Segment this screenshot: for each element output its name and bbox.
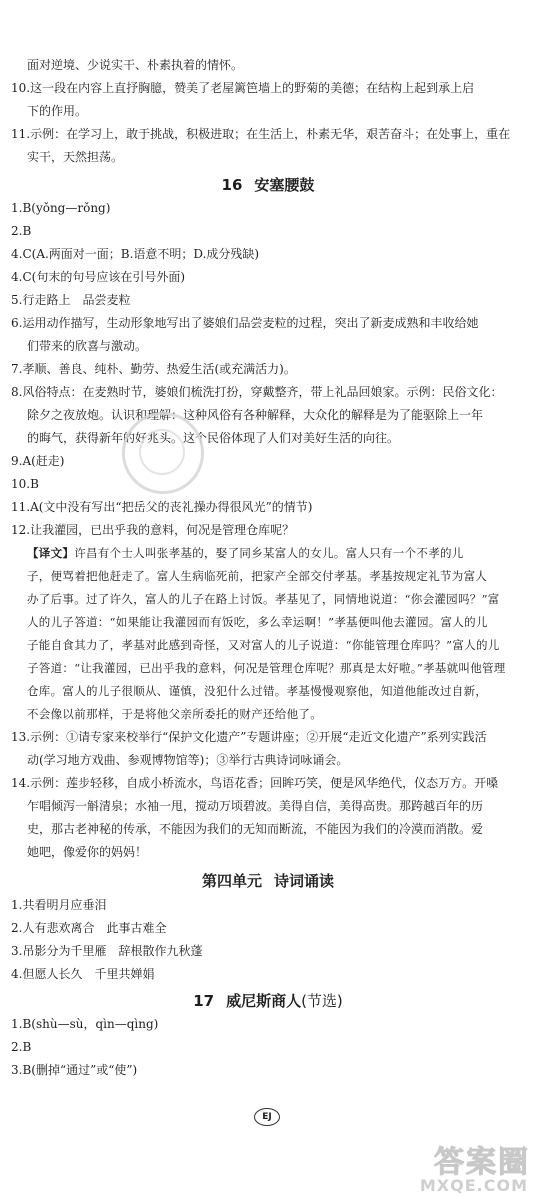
answer-line: 3.B(删掉“通过”或“使”) xyxy=(11,1063,138,1077)
section-subtitle: (节选) xyxy=(301,992,343,1010)
answer-line: 们带来的欣喜与激动。 xyxy=(27,339,148,353)
site-watermark xyxy=(360,1135,530,1195)
answer-line: 下的作用。 xyxy=(27,104,88,118)
answer-line: 9.A(赶走) xyxy=(11,454,65,468)
section-number: 16 xyxy=(221,176,243,194)
answer-line: 3.吊影分为千里雁 辞根散作九秋蓬 xyxy=(11,944,203,958)
answer-line: 6.运用动作描写，生动形象地写出了婆娘们品尝麦粒的过程，突出了新麦成熟和丰收给她 xyxy=(11,316,479,330)
answer-line: 除夕之夜放炮。认识和理解：这种风俗有各种解释，大众化的解释是为了能驱除上一年 xyxy=(27,408,484,422)
answer-line: 2.B xyxy=(11,1040,32,1054)
answer-line: 4.C(句末的句号应该在引号外面) xyxy=(11,270,185,284)
answer-line: 2.B xyxy=(11,224,32,238)
section-number: 17 xyxy=(193,992,215,1010)
answer-line: 1.B(yǒng—rǒng) xyxy=(11,201,111,215)
answer-line: 10.这一段在内容上直抒胸臆，赞美了老屋篱笆墙上的野菊的美德；在结构上起到承上启 xyxy=(11,81,475,95)
answer-line: 11.示例：在学习上，敢于挑战，积极进取；在生活上，朴素无华，艰苦奋斗；在处事上，重在 xyxy=(11,127,511,141)
answer-line: 实干，天然担荡。 xyxy=(27,150,124,164)
answer-line: 5.行走路上 品尝麦粒 xyxy=(11,293,131,307)
answer-line: 14.示例：莲步轻移，自成小桥流水，鸟语花香；回眸巧笑，便是风华绝代，仪态万方。开嗓 xyxy=(11,776,499,790)
watermark-url: MXQE.COM xyxy=(419,1176,528,1195)
translation-line: 不会像以前那样，于是将他父亲所委托的财产还给他了。 xyxy=(27,707,322,721)
answer-line: 动(学习地方戏曲、参观博物馆等)；③举行古典诗词咏诵会。 xyxy=(27,753,349,767)
section-heading-16 xyxy=(0,175,536,195)
translation-line: 仓库。富人的儿子很顺从、谨慎，没犯什么过错。孝基慢慢观察他，知道他能改过自新， xyxy=(27,684,488,698)
answer-line: 1.B(shù—sù，qìn—qìng) xyxy=(11,1017,159,1031)
unit-number: 第四单元 xyxy=(201,872,262,890)
watermark-text: 答案圈 xyxy=(434,1145,530,1180)
answer-line: 的晦气，获得新年的好兆头。这个民俗体现了人们对美好生活的向往。 xyxy=(27,431,400,445)
section-title: 安塞腰鼓 xyxy=(254,176,315,194)
answer-line: 乍唱倾泻一斛清泉；水袖一甩，搅动万顷碧波。美得自信，美得高贵。那跨越百年的历 xyxy=(27,799,484,813)
publisher-mark: EJ xyxy=(254,1108,280,1126)
translation-line xyxy=(0,545,536,562)
answer-line: 8.风俗特点：在麦熟时节，婆娘们梳洗打扮，穿戴整齐，带上礼品回娘家。示例：民俗文化： xyxy=(11,385,503,399)
translation-text: 许昌有个士人叫张孝基的，娶了同乡某富人的女儿。富人只有一个不孝的儿 xyxy=(74,546,464,560)
answer-line: 面对逆境、少说实干、朴素执着的情怀。 xyxy=(27,58,244,72)
answer-line: 7.孝顺、善良、纯朴、勤劳、热爱生活(或充满活力)。 xyxy=(11,362,296,376)
translation-tag: 【译文】 xyxy=(27,546,75,560)
answer-line: 4.但愿人长久 千里共婵娟 xyxy=(11,967,155,981)
translation-line: 子，便骂着把他赶走了。富人生病临死前，把家产全部交付孝基。孝基按规定礼节为富人 xyxy=(27,569,488,583)
answer-line: 13.示例：①请专家来校举行“保护文化遗产”专题讲座；②开展“走近文化遗产”系列实践活 xyxy=(11,730,487,744)
translation-line: 子能自食其力了，孝基对此感到奇怪，又对富人的儿子说道：“你能管理仓库吗？”富人的儿 xyxy=(27,638,500,652)
translation-line: 办了后事。过了许久，富人的儿子在路上讨饭。孝基见了，同情地说道：“你会灌园吗？”富 xyxy=(27,592,500,606)
answer-line: 10.B xyxy=(11,477,39,491)
answer-line: 1.共看明月应垂泪 xyxy=(11,898,107,912)
unit-heading xyxy=(0,871,536,891)
section-title: 威尼斯商人 xyxy=(226,992,302,1010)
unit-title: 诗词诵读 xyxy=(274,872,335,890)
answer-line: 2.人有悲欢离合 此事古难全 xyxy=(11,921,167,935)
translation-line: 子答道：“让我灌园，已出乎我的意料，何况是管理仓库呢？那真是太好啦。”孝基就叫他管理 xyxy=(27,661,506,675)
answer-line: 史，那古老神秘的传承，不能因为我们的无知而断流，不能因为我们的冷漠而消散。爱 xyxy=(27,822,484,836)
section-heading-17 xyxy=(0,991,536,1011)
answer-line: 12.让我灌园，已出乎我的意料，何况是管理仓库呢？ xyxy=(11,523,295,537)
answer-line: 11.A(文中没有写出“把岳父的丧礼操办得很风光”的情节) xyxy=(11,500,313,514)
answer-line: 4.C(A.两面对一面；B.语意不明；D.成分残缺) xyxy=(11,247,260,261)
stamp-watermark xyxy=(122,412,204,494)
translation-line: 人的儿子答道：“如果能让我灌园而有饭吃，多么幸运啊！”孝基便叫他去灌园。富人的儿 xyxy=(27,615,488,629)
answer-line: 她吧，像爱你的妈妈！ xyxy=(27,845,148,859)
